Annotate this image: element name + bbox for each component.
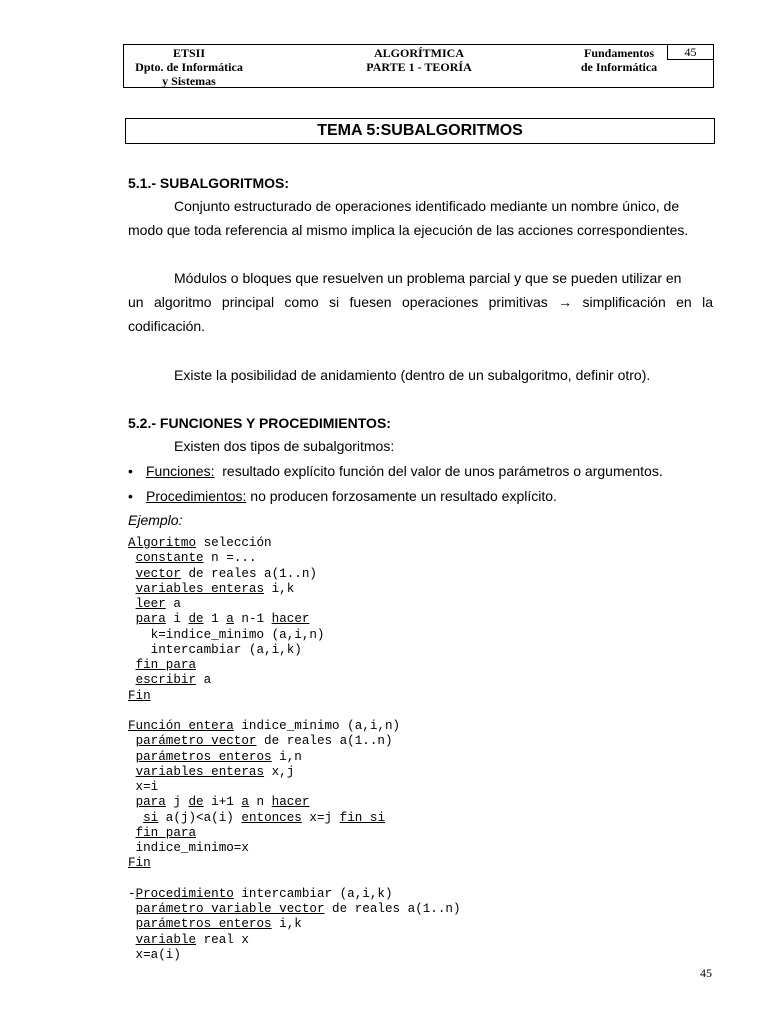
code-text: i,n	[271, 749, 302, 764]
code-text	[128, 658, 136, 672]
header-dept-2: y Sistemas	[162, 74, 216, 88]
code-keyword: Procedimiento	[135, 886, 234, 901]
code-keyword: leer	[135, 597, 166, 611]
code-line	[128, 704, 461, 719]
code-text: intercambiar (a,i,k)	[128, 642, 302, 657]
code-keyword: variables enteras	[135, 581, 265, 596]
chapter-title: TEMA 5:SUBALGORITMOS	[125, 118, 715, 144]
paragraph-2-line-2: un algoritmo principal como si fuesen operaciones primitivas → simplificación en la	[128, 294, 713, 310]
paragraph-2-line-1: Módulos o bloques que resuelven un problema parcial y que se pueden utilizar en	[174, 270, 682, 286]
header-course-1: Fundamentos	[583, 46, 654, 60]
code-text: indice_minimo (a,i,n)	[233, 719, 401, 733]
code-keyword: a	[226, 612, 234, 627]
code-line	[128, 856, 461, 871]
code-text: a	[196, 673, 212, 688]
code-text	[128, 582, 136, 596]
code-keyword: Fin	[128, 856, 151, 871]
bullet-text: resultado explícito función del valor de unos parámetros o argumentos.	[214, 463, 663, 479]
code-keyword: hacer	[271, 612, 310, 627]
code-text: i	[165, 612, 189, 627]
code-line	[128, 811, 461, 826]
code-line	[128, 948, 461, 963]
code-keyword: Algoritmo	[128, 536, 197, 550]
code-line	[128, 597, 461, 612]
code-line	[128, 765, 461, 780]
code-keyword: Función entera	[128, 719, 234, 733]
code-text: -	[128, 886, 136, 901]
code-text	[128, 917, 136, 931]
bullet-text: no producen forzosamente un resultado explícito.	[246, 488, 557, 504]
code-keyword: fin si	[339, 810, 386, 825]
code-text	[128, 597, 136, 611]
bullet-term: Funciones:	[146, 463, 215, 479]
section-heading-5-2: 5.2.- FUNCIONES Y PROCEDIMIENTOS:	[128, 415, 391, 431]
code-line	[128, 643, 461, 658]
bullet-dot-icon: •	[128, 488, 133, 504]
code-text: indice_minimo=x	[128, 841, 249, 855]
code-line	[128, 582, 461, 597]
code-line	[128, 826, 461, 841]
code-text: intercambiar (a,i,k)	[233, 886, 393, 901]
header-course-2: de Informática	[580, 60, 658, 74]
code-keyword: para	[135, 612, 166, 627]
code-line	[128, 780, 461, 795]
code-text: x=a(i)	[128, 947, 181, 962]
code-text: real x	[196, 932, 249, 947]
code-text: de reales a(1..n)	[324, 902, 461, 916]
code-text	[128, 551, 136, 565]
header-page-number: 45	[667, 44, 714, 60]
code-keyword: escribir	[135, 673, 197, 688]
bullet-term: Procedimientos:	[146, 488, 247, 504]
code-keyword: parámetros enteros	[135, 917, 272, 932]
bullet-item-funciones	[128, 463, 663, 479]
code-line	[128, 795, 461, 810]
code-text: n-1	[233, 612, 272, 627]
code-text: 1	[203, 612, 227, 627]
header-subject-title: ALGORÍTMICA	[373, 46, 464, 60]
footer-page-number: 45	[700, 966, 712, 980]
code-keyword: de	[188, 795, 204, 810]
code-text: x=j	[301, 810, 340, 825]
code-text: a	[165, 597, 181, 611]
code-keyword: fin para	[135, 658, 197, 672]
code-line	[128, 612, 461, 627]
code-line	[128, 689, 461, 704]
header-school: ETSII	[172, 46, 206, 60]
code-line	[128, 673, 461, 688]
code-text: n =...	[203, 551, 257, 566]
code-keyword: variables enteras	[135, 764, 265, 779]
code-text: selección	[196, 536, 272, 550]
code-line	[128, 917, 461, 932]
paragraph-3: Existe la posibilidad de anidamiento (dentro de un subalgoritmo, definir otro).	[174, 367, 651, 383]
code-text: i+1	[203, 795, 242, 810]
section-2-intro: Existen dos tipos de subalgoritmos:	[174, 438, 395, 454]
code-keyword: vector	[135, 566, 181, 581]
paragraph-1-line-1: Conjunto estructurado de operaciones identificado mediante un nombre único, de	[174, 198, 680, 214]
code-text	[128, 826, 136, 840]
code-line	[128, 933, 461, 948]
header-dept: Dpto. de Informática	[135, 60, 243, 74]
paragraph-1-line-2: modo que toda referencia al mismo implica la ejecución de las acciones correspondientes.	[128, 222, 689, 238]
code-text	[128, 811, 143, 825]
code-line	[128, 902, 461, 917]
code-text	[128, 765, 136, 779]
code-text	[128, 933, 136, 947]
code-text: i,k	[264, 581, 295, 596]
code-line	[128, 719, 461, 734]
header-subject	[324, 46, 514, 74]
code-text	[128, 750, 136, 764]
code-line	[128, 750, 461, 765]
code-keyword: para	[135, 795, 166, 810]
header-subject-part: PARTE 1 - TEORÍA	[366, 60, 472, 74]
code-line	[128, 628, 461, 643]
code-line	[128, 734, 461, 749]
code-text: x,j	[264, 764, 295, 779]
code-text	[128, 734, 136, 748]
section-heading-5-1: 5.1.- SUBALGORITMOS:	[128, 175, 290, 191]
header-course	[564, 46, 674, 74]
code-keyword: de	[188, 612, 204, 627]
code-keyword: Fin	[128, 688, 151, 703]
code-text	[128, 673, 136, 687]
example-label: Ejemplo:	[128, 512, 183, 528]
code-text: i,k	[271, 917, 302, 932]
code-text	[128, 612, 136, 626]
code-line	[128, 567, 461, 582]
code-keyword: constante	[135, 551, 204, 566]
code-keyword: variable	[135, 932, 197, 947]
code-text	[128, 902, 136, 916]
code-line	[128, 658, 461, 673]
code-text: de reales a(1..n)	[256, 734, 393, 749]
paragraph-2-line-3: codificación.	[128, 318, 206, 334]
code-line	[128, 551, 461, 566]
code-text: j	[165, 795, 189, 810]
code-text: n	[248, 795, 272, 810]
code-keyword: a	[241, 795, 249, 810]
code-line	[128, 872, 461, 887]
code-keyword: si	[143, 810, 159, 825]
pseudocode-block	[128, 536, 461, 963]
code-keyword: parámetros enteros	[135, 749, 272, 764]
bullet-dot-icon: •	[128, 463, 133, 479]
page-header	[123, 44, 714, 88]
code-keyword: entonces	[241, 810, 302, 825]
bullet-item-procedimientos	[128, 488, 557, 504]
code-keyword: parámetro vector	[135, 734, 257, 749]
code-text	[128, 795, 136, 809]
code-text: k=indice_minimo (a,i,n)	[128, 627, 325, 642]
code-line	[128, 841, 461, 856]
header-department	[124, 46, 254, 88]
code-line	[128, 887, 461, 902]
code-text	[128, 567, 136, 581]
code-line	[128, 536, 461, 551]
code-keyword: hacer	[271, 795, 310, 810]
code-text: a(j)<a(i)	[158, 810, 242, 825]
code-keyword: fin para	[135, 825, 197, 840]
code-keyword: parámetro variable vector	[135, 902, 325, 916]
code-text: x=i	[128, 780, 159, 794]
code-text: de reales a(1..n)	[180, 566, 317, 581]
